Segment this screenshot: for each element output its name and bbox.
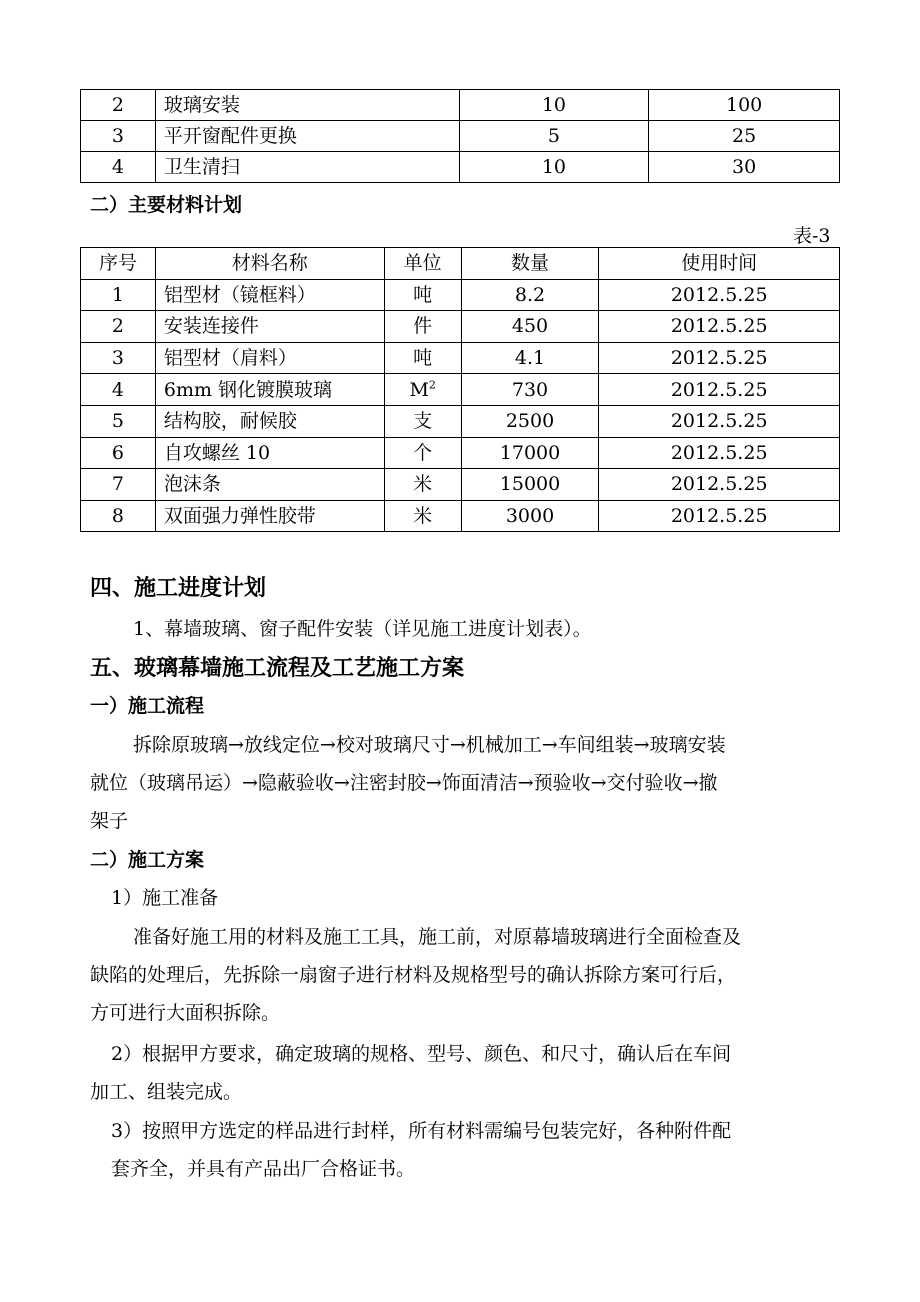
cell-use-time: 2012.5.25	[599, 279, 840, 311]
step1-line-1: 准备好施工用的材料及施工工具，施工前，对原幕墙玻璃进行全面检查及	[133, 926, 742, 948]
cell-unit: 个	[384, 437, 461, 469]
header-unit: 单位	[384, 248, 461, 280]
step3-line-2: 套齐全，并具有产品出厂合格证书。	[111, 1158, 416, 1180]
flow-line-1: 拆除原玻璃→放线定位→校对玻璃尺寸→机械加工→车间组装→玻璃安装	[133, 734, 726, 756]
table-row	[81, 279, 840, 311]
cell-quantity: 4.1	[461, 342, 599, 374]
cell-use-time: 2012.5.25	[599, 374, 840, 406]
step2-line-1: 2）根据甲方要求，确定玻璃的规格、型号、颜色、和尺寸，确认后在车间	[111, 1043, 732, 1065]
cell-material-name: 铝型材（肩料）	[155, 342, 384, 374]
unit-text: M	[409, 378, 429, 401]
table-row	[81, 405, 840, 437]
cell-unit: 米	[384, 469, 461, 501]
section4-item1: 1、幕墙玻璃、窗子配件安装（详见施工进度计划表）。	[133, 618, 592, 640]
table-row	[81, 342, 840, 374]
cell-value-a: 10	[459, 152, 649, 183]
cell-quantity: 15000	[461, 469, 599, 501]
step1-line-2: 缺陷的处理后，先拆除一扇窗子进行材料及规格型号的确认拆除方案可行后，	[90, 964, 737, 986]
table-label: 表-3	[793, 225, 831, 247]
section5-title: 五、玻璃幕墙施工流程及工艺施工方案	[90, 655, 465, 681]
plan-heading: 二）施工方案	[90, 849, 205, 871]
cell-index: 4	[81, 374, 156, 406]
cell-unit	[384, 374, 461, 406]
cell-value-b: 100	[649, 90, 840, 121]
cell-item: 玻璃安装	[155, 90, 459, 121]
cell-item: 卫生清扫	[155, 152, 459, 183]
step3-line-1: 3）按照甲方选定的样品进行封样，所有材料需编号包装完好，各种附件配	[111, 1120, 732, 1142]
cell-value-a: 10	[459, 90, 649, 121]
table-row	[81, 311, 840, 343]
cell-item: 平开窗配件更换	[155, 121, 459, 152]
cell-value-b: 30	[649, 152, 840, 183]
cell-material-name: 结构胶，耐候胶	[155, 405, 384, 437]
table-row	[81, 500, 840, 532]
cell-unit: 吨	[384, 279, 461, 311]
unit-superscript: 2	[428, 378, 436, 392]
cell-use-time: 2012.5.25	[599, 311, 840, 343]
cell-quantity: 8.2	[461, 279, 599, 311]
cell-quantity: 2500	[461, 405, 599, 437]
table-row	[81, 469, 840, 501]
materials-table	[80, 247, 840, 532]
table-header-row	[81, 248, 840, 280]
table-row	[81, 374, 840, 406]
flow-heading: 一）施工流程	[90, 695, 205, 717]
cell-use-time: 2012.5.25	[599, 342, 840, 374]
header-material-name: 材料名称	[155, 248, 384, 280]
cell-index: 7	[81, 469, 156, 501]
cell-unit: 米	[384, 500, 461, 532]
cell-value-b: 25	[649, 121, 840, 152]
cell-quantity: 3000	[461, 500, 599, 532]
flow-line-3: 架子	[90, 810, 129, 832]
cell-use-time: 2012.5.25	[599, 437, 840, 469]
cell-quantity: 17000	[461, 437, 599, 469]
table-row	[81, 437, 840, 469]
header-use-time: 使用时间	[599, 248, 840, 280]
cell-unit: 支	[384, 405, 461, 437]
section4-title: 四、施工进度计划	[90, 575, 267, 601]
cell-index: 2	[81, 311, 156, 343]
cell-index: 1	[81, 279, 156, 311]
cell-unit: 吨	[384, 342, 461, 374]
cell-index: 4	[81, 152, 156, 183]
cell-index: 3	[81, 121, 156, 152]
cell-unit: 件	[384, 311, 461, 343]
cell-material-name: 安装连接件	[155, 311, 384, 343]
cell-material-name: 双面强力弹性胶带	[155, 500, 384, 532]
cell-use-time: 2012.5.25	[599, 500, 840, 532]
step1-line-3: 方可进行大面积拆除。	[90, 1002, 281, 1024]
cell-value-a: 5	[459, 121, 649, 152]
cell-index: 3	[81, 342, 156, 374]
materials-heading: 二）主要材料计划	[90, 194, 243, 216]
table-row	[81, 90, 840, 121]
table-row	[81, 121, 840, 152]
cell-index: 5	[81, 405, 156, 437]
cell-quantity: 450	[461, 311, 599, 343]
cell-index: 2	[81, 90, 156, 121]
cell-material-name: 铝型材（镜框料）	[155, 279, 384, 311]
cell-quantity: 730	[461, 374, 599, 406]
cell-index: 6	[81, 437, 156, 469]
step1-title: 1）施工准备	[111, 887, 219, 909]
step2-line-2: 加工、组装完成。	[90, 1081, 243, 1103]
cell-use-time: 2012.5.25	[599, 405, 840, 437]
cell-material-name: 6mm 钢化镀膜玻璃	[155, 374, 384, 406]
table-row	[81, 152, 840, 183]
flow-line-2: 就位（玻璃吊运）→隐蔽验收→注密封胶→饰面清洁→预验收→交付验收→撤	[90, 772, 718, 794]
cell-use-time: 2012.5.25	[599, 469, 840, 501]
cell-material-name: 自攻螺丝 10	[155, 437, 384, 469]
cell-index: 8	[81, 500, 156, 532]
header-index: 序号	[81, 248, 156, 280]
work-quantity-table	[80, 89, 840, 183]
header-quantity: 数量	[461, 248, 599, 280]
cell-material-name: 泡沫条	[155, 469, 384, 501]
